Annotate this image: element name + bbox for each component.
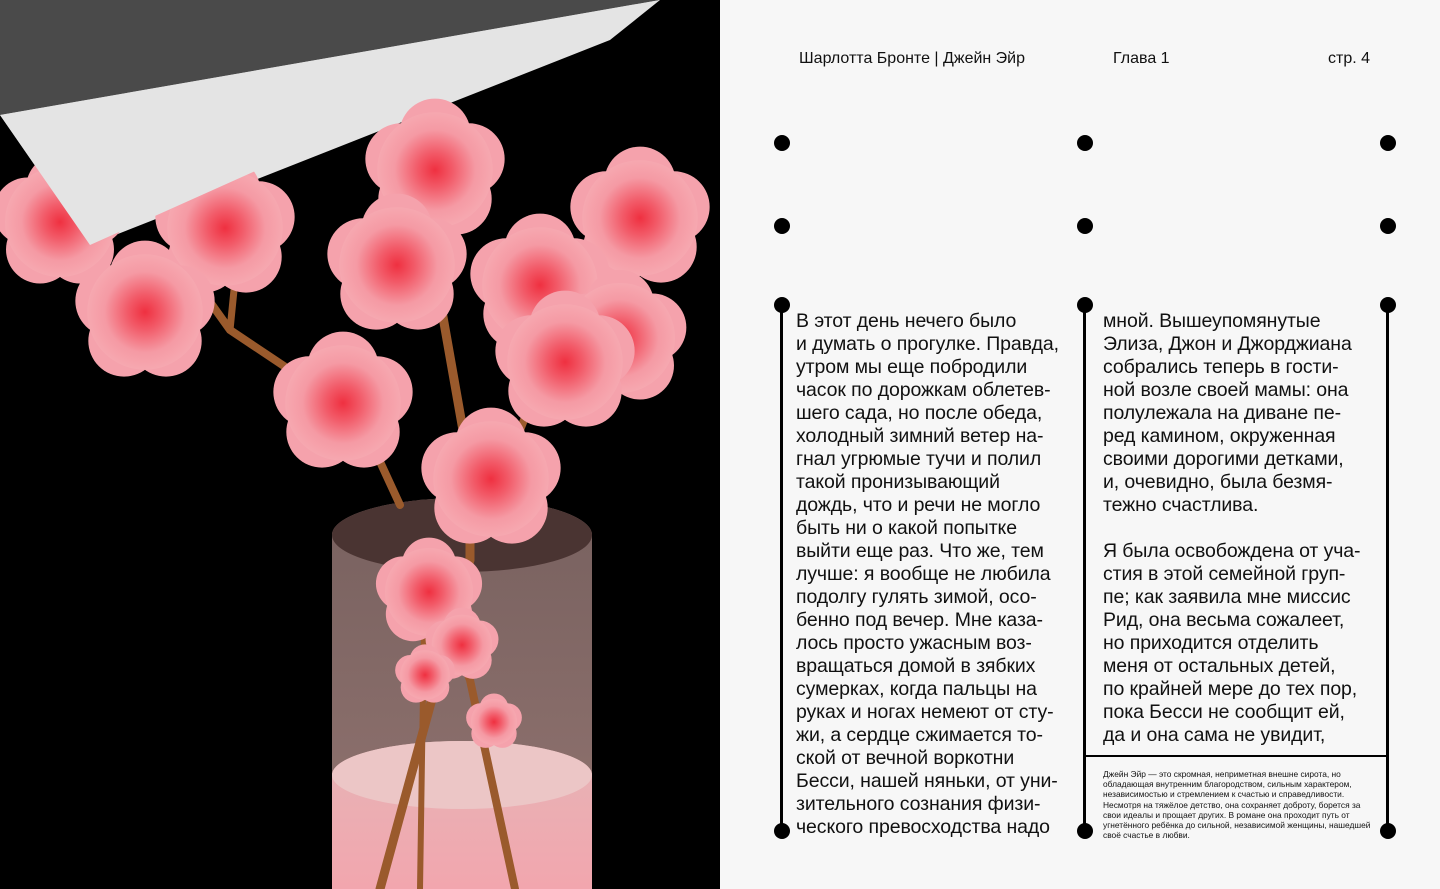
grid-dot	[1380, 218, 1396, 234]
chapter-label: Глава 1	[1113, 50, 1170, 67]
body-text-column-left: В этот день нечего было и думать о прогулке. Правда, утром мы еще побродили часок по дорожкам облетев- шего сада, но после обеда, холодный зимний ветер на- гнал угрюмые тучи и полил такой пронизывающий дождь, что и речи не могло быть ни о какой попытке выйти еще раз. Что же, тем лучше: я вообще не любила подолгу гулять зимой, осо- бенно под вечер. Мне каза- лось просто ужасным воз- вращаться домой в зябких сумерках, когда пальцы на руках и ногах немеют от сту- жи, а сердце сжимается то- ской от вечной воркотни Бесси, нашей няньки, от уни- зительного сознания физи- ческого превосходства надо	[796, 310, 1059, 838]
rule-dot	[1380, 297, 1396, 313]
grid-dot	[774, 218, 790, 234]
column-rule-right	[1386, 305, 1389, 831]
grid-dot	[1380, 135, 1396, 151]
page-number: стр. 4	[1328, 50, 1371, 67]
rule-dot	[1077, 823, 1093, 839]
rule-dot	[1380, 823, 1396, 839]
blossom-flower	[421, 408, 560, 544]
rule-dot	[774, 823, 790, 839]
column-rule-left	[780, 305, 783, 831]
grid-dot	[1077, 135, 1093, 151]
book-page	[720, 0, 1440, 889]
blossom-flower	[273, 332, 412, 468]
rule-dot	[1077, 297, 1093, 313]
body-text-column-right: мной. Вышеупомянутые Элиза, Джон и Джорджиана собрались теперь в гости- ной возле своей мамы: она полулежала на диване пе- ред камином, окруженная своими дорогими детками, и, очевидно, была безмя- тежно счастлива. Я была освобождена от уча- стия в этой семейной груп- пе; как заявила мне миссис Рид, она весьма сожалеет, но приходится отделить меня от остальных детей, по крайней мере до тех пор, пока Бесси не сообщит ей, да и она сама не увидит,	[1103, 310, 1361, 746]
grid-dot	[774, 135, 790, 151]
grid-dot	[1077, 218, 1093, 234]
footnote-divider	[1085, 755, 1388, 757]
footnote: Джейн Эйр — это скромная, неприметная внешне сирота, но обладающая внутренним благородством, сильным характером, независимостью и стремлением к счастью и справедливости. Несмотря на тяжёлое детство, она сохраняет доброту, борется за свои идеалы и прощает других. В романе она проходит путь от угнетённого ребёнка до сильной, независимой женщины, нашедшей своё счастье в любви.	[1103, 769, 1371, 841]
running-title: Шарлотта Бронте | Джейн Эйр	[799, 50, 1026, 67]
rule-dot	[774, 297, 790, 313]
column-rule-middle	[1083, 305, 1086, 831]
